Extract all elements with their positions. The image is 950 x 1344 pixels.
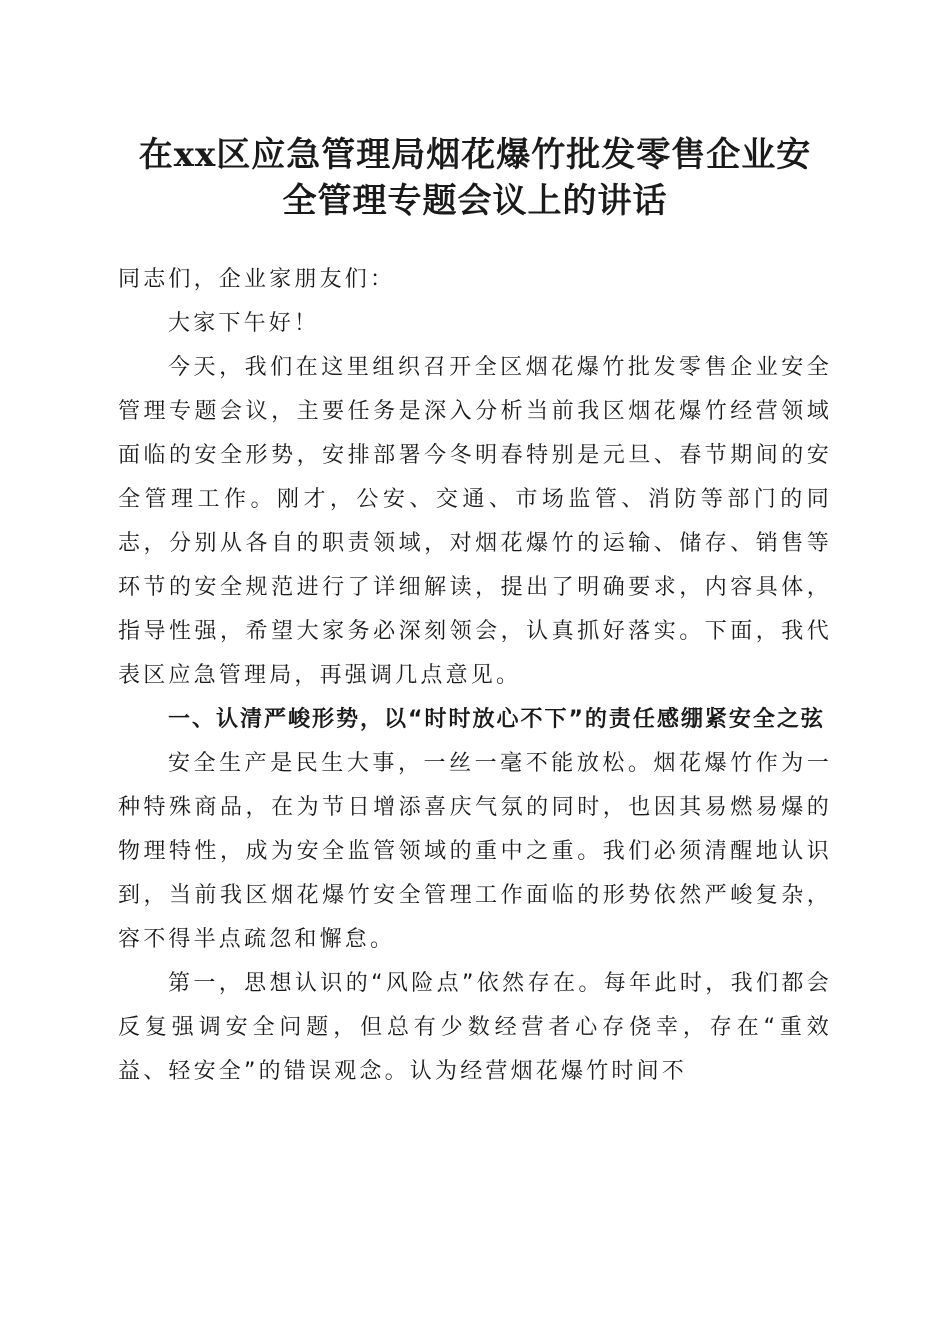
greeting: 大家下午好！ bbox=[168, 311, 320, 336]
title-line-1: 在xx区应急管理局烟花爆竹批发零售企业安 bbox=[138, 135, 812, 175]
title-line-2: 全管理专题会议上的讲话 bbox=[282, 181, 668, 221]
intro-paragraph: 今天，我们在这里组织召开全区烟花爆竹批发零售企业安全管理专题会议，主要任务是深入分析当前我区烟花爆竹经营领域面临的安全形势，安排部署今冬明春特别是元旦、春节期间的安全管理工作。刚才，公安、交通、市场监管、消防等部门的同志，分别从各自的职责领域，对烟花爆竹的运输、储存、销售等环节的安全规范进行了详细解读，提出了明确要求，内容具体，指导性强，希望大家务必深刻领会，认真抓好落实。下面，我代表区应急管理局，再强调几点意见。 bbox=[118, 355, 832, 688]
document-body bbox=[118, 258, 832, 1094]
section1-paragraph-1: 安全生产是民生大事，一丝一毫不能放松。烟花爆竹作为一种特殊商品，在为节日增添喜庆气氛的同时，也因其易燃易爆的物理特性，成为安全监管领域的重中之重。我们必须清醒地认识到，当前我区烟花爆竹安全管理工作面临的形势依然严峻复杂，容不得半点疏忽和懈怠。 bbox=[118, 751, 832, 952]
section-heading-1: 一、认清严峻形势，以“时时放心不下”的责任感绷紧安全之弦 bbox=[168, 707, 825, 732]
document-page bbox=[118, 132, 832, 1094]
salutation: 同志们，企业家朋友们： bbox=[118, 267, 396, 292]
section1-paragraph-2: 第一，思想认识的“风险点”依然存在。每年此时，我们都会反复强调安全问题，但总有少数经营者心存侥幸，存在“重效益、轻安全”的错误观念。认为经营烟花爆竹时间不 bbox=[118, 971, 832, 1084]
document-title bbox=[118, 132, 832, 224]
